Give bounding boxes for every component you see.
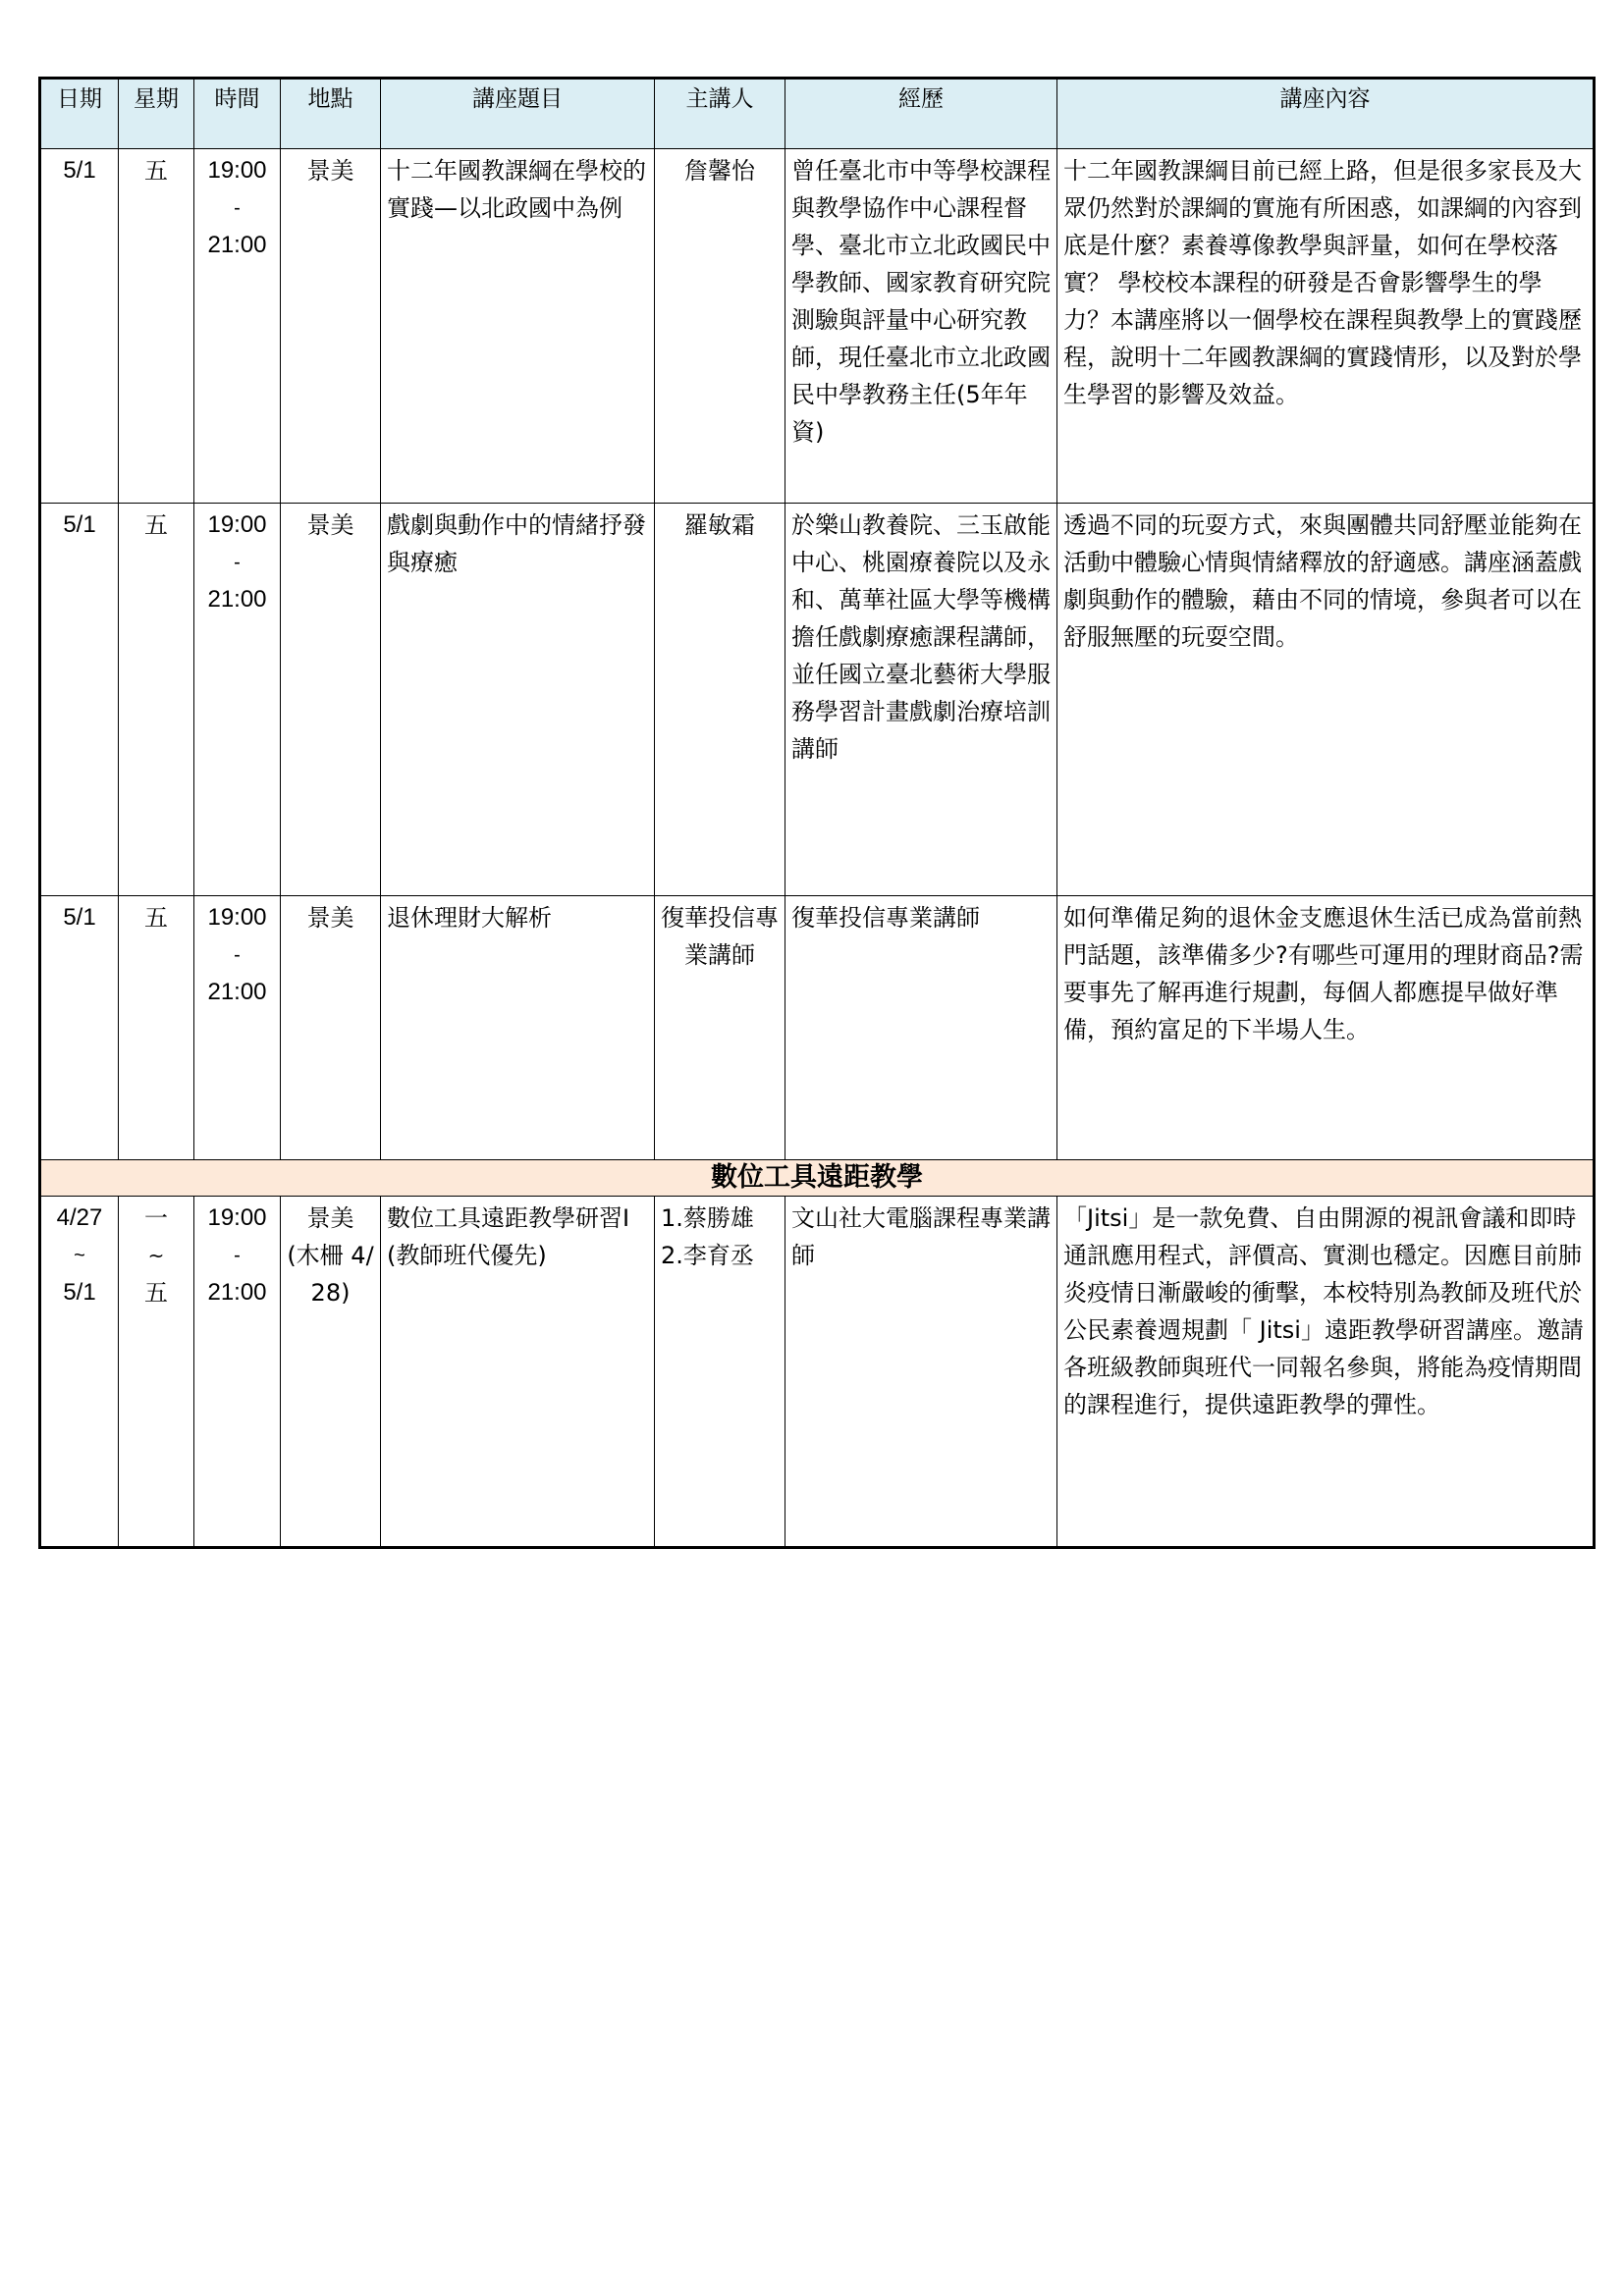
content-cell: 十二年國教課綱目前已經上路，但是很多家長及大眾仍然對於課綱的實施有所困惑，如課綱的內容到底是什麼？素養導像教學與評量，如何在學校落實？ 學校校本課程的研發是否會影響學生的學力？本講座將以一個學校在課程與教學上的實踐歷程，說明十二年國教課綱的實踐情形，以及對於學生學習的影響及效益。 bbox=[1057, 149, 1595, 504]
time-end: 21:00 bbox=[207, 232, 267, 258]
time-cell bbox=[194, 149, 281, 504]
time-separator: - bbox=[234, 944, 241, 966]
weekday-cell: 五 bbox=[119, 504, 194, 896]
header-row bbox=[40, 79, 1595, 149]
title-cell: 數位工具遠距教學研習I (教師班代優先) bbox=[381, 1197, 655, 1548]
content-cell: 透過不同的玩耍方式，來與團體共同舒壓並能夠在活動中體驗心情與情緒釋放的舒適感。講座涵蓋戲劇與動作的體驗，藉由不同的情境，參與者可以在舒服無壓的玩耍空間。 bbox=[1057, 504, 1595, 896]
header-bio: 經歷 bbox=[785, 79, 1057, 149]
table-row bbox=[40, 504, 1595, 896]
place-cell bbox=[281, 1197, 381, 1548]
bio-cell: 文山社大電腦課程專業講師 bbox=[785, 1197, 1057, 1548]
table-row bbox=[40, 896, 1595, 1160]
lecture-schedule-table bbox=[38, 77, 1596, 1549]
content-cell: 「Jitsi」是一款免費、自由開源的視訊會議和即時通訊應用程式，評價高、實測也穩定。因應目前肺炎疫情日漸嚴峻的衝擊，本校特別為教師及班代於公民素養週規劃「 Jitsi」遠距教學研習講座。邀請各班級教師與班代一同報名參與，將能為疫情期間的課程進行，提供遠距教學的彈性。 bbox=[1057, 1197, 1595, 1548]
speaker-cell: 羅敏霜 bbox=[655, 504, 785, 896]
speaker-cell bbox=[655, 1197, 785, 1548]
content-cell: 如何準備足夠的退休金支應退休生活已成為當前熱門話題，該準備多少?有哪些可運用的理財商品?需要事先了解再進行規劃，每個人都應提早做好準備，預約富足的下半場人生。 bbox=[1057, 896, 1595, 1160]
date-separator: ~ bbox=[74, 1245, 85, 1266]
bio-cell: 曾任臺北市中等學校課程與教學協作中心課程督學、臺北市立北政國民中學教師、國家教育研究院測驗與評量中心研究教師，現任臺北市立北政國民中學教務主任(5年年資) bbox=[785, 149, 1057, 504]
time-separator: - bbox=[234, 1245, 241, 1266]
time-start: 19:00 bbox=[207, 904, 267, 931]
bio-cell: 於樂山教養院、三玉啟能中心、桃園療養院以及永和、萬華社區大學等機構擔任戲劇療癒課程講師，並任國立臺北藝術大學服務學習計畫戲劇治療培訓講師 bbox=[785, 504, 1057, 896]
title-cell: 十二年國教課綱在學校的實踐—以北政國中為例 bbox=[381, 149, 655, 504]
weekday-cell: 五 bbox=[119, 149, 194, 504]
speaker-cell: 詹馨怡 bbox=[655, 149, 785, 504]
weekday-end: 五 bbox=[144, 1279, 168, 1307]
place-note: (木柵 4/28) bbox=[287, 1242, 374, 1307]
header-time: 時間 bbox=[194, 79, 281, 149]
place-cell: 景美 bbox=[281, 504, 381, 896]
weekday-cell bbox=[119, 1197, 194, 1548]
date-start: 4/27 bbox=[56, 1204, 103, 1231]
bio-cell: 復華投信專業講師 bbox=[785, 896, 1057, 1160]
time-end: 21:00 bbox=[207, 586, 267, 613]
header-date: 日期 bbox=[40, 79, 119, 149]
header-title: 講座題目 bbox=[381, 79, 655, 149]
header-content: 講座內容 bbox=[1057, 79, 1595, 149]
weekday-start: 一 bbox=[144, 1204, 168, 1232]
date-end: 5/1 bbox=[63, 1279, 96, 1306]
section-title: 數位工具遠距教學 bbox=[40, 1160, 1595, 1197]
title-cell: 退休理財大解析 bbox=[381, 896, 655, 1160]
time-separator: - bbox=[234, 552, 241, 573]
table-row bbox=[40, 1197, 1595, 1548]
speaker-2: 2.李育丞 bbox=[661, 1242, 754, 1269]
weekday-separator: ~ bbox=[147, 1244, 165, 1267]
title-cell: 戲劇與動作中的情緒抒發與療癒 bbox=[381, 504, 655, 896]
time-cell bbox=[194, 896, 281, 1160]
date-cell: 5/1 bbox=[40, 149, 119, 504]
date-cell: 5/1 bbox=[40, 504, 119, 896]
time-start: 19:00 bbox=[207, 157, 267, 184]
weekday-cell: 五 bbox=[119, 896, 194, 1160]
place-cell: 景美 bbox=[281, 896, 381, 1160]
time-cell bbox=[194, 1197, 281, 1548]
header-weekday: 星期 bbox=[119, 79, 194, 149]
date-cell: 5/1 bbox=[40, 896, 119, 1160]
section-row bbox=[40, 1160, 1595, 1197]
time-end: 21:00 bbox=[207, 1279, 267, 1306]
speaker-cell: 復華投信專業講師 bbox=[655, 896, 785, 1160]
time-cell bbox=[194, 504, 281, 896]
header-speaker: 主講人 bbox=[655, 79, 785, 149]
time-end: 21:00 bbox=[207, 979, 267, 1005]
place-cell: 景美 bbox=[281, 149, 381, 504]
time-start: 19:00 bbox=[207, 511, 267, 538]
date-cell bbox=[40, 1197, 119, 1548]
place-name: 景美 bbox=[306, 1204, 354, 1232]
table-row bbox=[40, 149, 1595, 504]
speaker-1: 1.蔡勝雄 bbox=[661, 1204, 754, 1232]
time-separator: - bbox=[234, 197, 241, 219]
time-start: 19:00 bbox=[207, 1204, 267, 1231]
header-place: 地點 bbox=[281, 79, 381, 149]
